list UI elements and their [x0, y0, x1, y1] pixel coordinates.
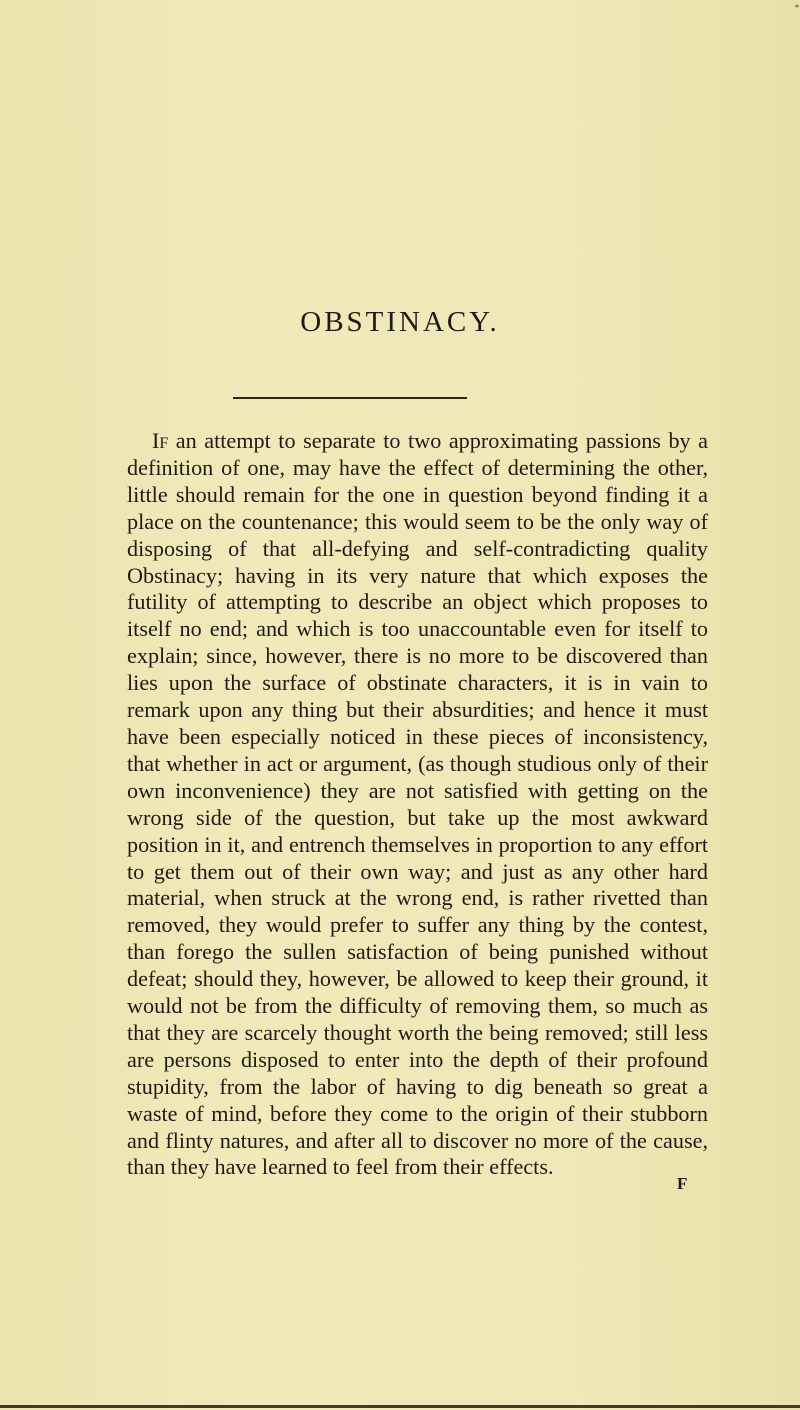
drop-word: If — [152, 428, 169, 453]
signature-mark: F — [677, 1174, 688, 1193]
page-title: OBSTINACY. — [300, 306, 500, 338]
corner-mark: * — [795, 3, 799, 12]
body-paragraph — [127, 428, 708, 1181]
paragraph-text: an attempt to separate to two approximating passions by a definition of one, may have the effect of determining the other, little should remain for the one in question beyond finding it a place on the countenance; this would seem to be the only way of disposing of that all-defying and self-contradicting quality Obstinacy; having in its very nature that which exposes the futility of attempting to describe an object which proposes to itself no end; and which is too unaccountable even for itself to explain; since, however, there is no more to be discovered than lies upon the surface of obstinate characters, it is in vain to remark upon any thing but their absurdities; and hence it must have been especially noticed in these pieces of inconsistency, that whether in act or argument, (as though studious only of their own inconvenience) they are not satisfied with getting on the wrong side of the question, but take up the most awkward position in it, and entrench themselves in proportion to any effort to get them out of their own way; and just as any other hard material, when struck at the wrong end, is rather rivetted than removed, they would prefer to suffer any thing by the contest, than forego the sullen satisfaction of being punished without defeat; should they, however, be allowed to keep their ground, it would not be from the difficulty of removing them, so much as that they are scarcely thought worth the being removed; still less are persons disposed to enter into the depth of their profound stupidity, from the labor of having to dig beneath so great a waste of mind, before they come to the origin of their stubborn and flinty natures, and after all to discover no more of the cause, than they have learned to feel from their effects. — [127, 428, 708, 1180]
bottom-edge — [0, 1405, 800, 1408]
title-rule — [233, 397, 467, 399]
